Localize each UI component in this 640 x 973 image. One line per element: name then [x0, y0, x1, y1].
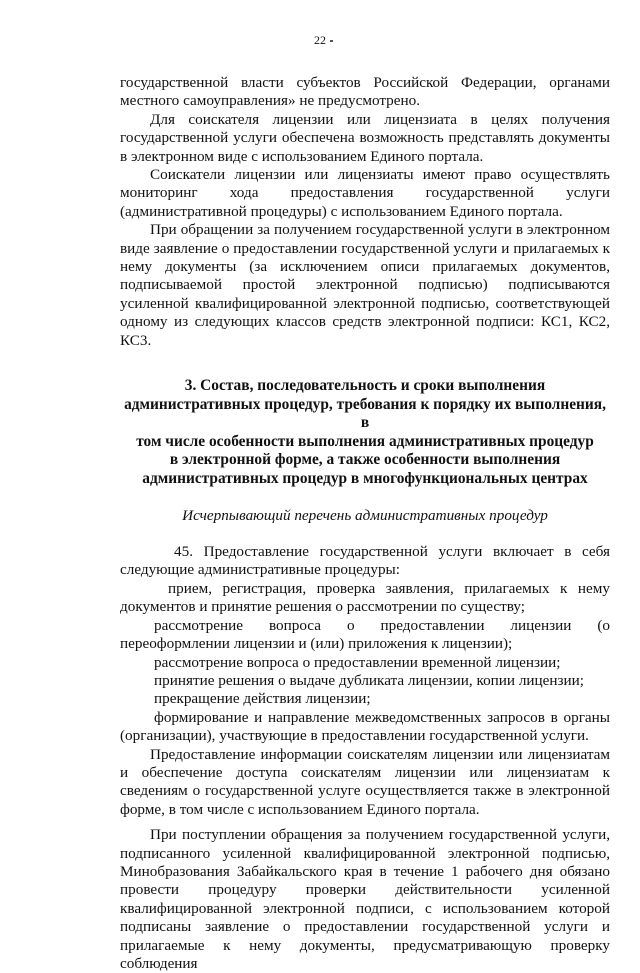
page-number: 22 [314, 33, 326, 47]
paragraph-signature-check: При поступлении обращения за получением государственной услуги, подписанного усиленной квалифицированной электронной подписью, Минобразования Забайкальского края в течение 1 рабочего дня обязано провести процедуру проверки действительности усиленной квалифицированной электронной подписи, с использованием которой подписаны заявление о предоставлении государственной услуги и прилагаемые к нему документы, предусматривающую проверку соблюдения [120, 826, 610, 972]
procedure-item: прекращение действия лицензии; [154, 690, 371, 708]
paragraph-electronic-signature: При обращении за получением государственной услуги в электронном виде заявление о предоставлении государственной услуги и прилагаемых к нему документы (за исключением описи прилагаемых документов, подписываемой простой электронной подписью) подписываются усиленной квалифицированной электронной подписью, соответствующей одному из следующих классов средств электронной подписи: КС1, КС2, КС3. [120, 221, 610, 349]
document-body [120, 74, 610, 973]
section-heading-line: в электронной форме, а также особенности выполнения [169, 451, 561, 469]
procedure-item: формирование и направление межведомственных запросов в органы (организации), участвующие в предоставлении государственной услуги. [120, 708, 610, 745]
procedure-item: рассмотрение вопроса о предоставлении лицензии (о переоформлении лицензии и (или) приложения к лицензии); [120, 616, 610, 653]
section-heading-line: 3. Состав, последовательность и сроки выполнения [184, 377, 546, 395]
paragraph-monitoring: Соискатели лицензии или лицензиаты имеют право осуществлять мониторинг хода предоставления государственной услуги (административной процедуры) с использованием Единого портала. [120, 166, 610, 220]
subheading: Исчерпывающий перечень административных процедур [182, 506, 548, 524]
procedure-item: принятие решения о выдаче дубликата лицензии, копии лицензии; [154, 671, 585, 689]
section-heading [120, 377, 610, 489]
item-45: 45. Предоставление государственной услуги включает в себя следующие административные процедуры: [120, 543, 610, 579]
paragraph-electronic-documents: Для соискателя лицензии или лицензиата в целях получения государственной услуги обеспечена возможность представлять документы в электронном виде с использованием Единого портала. [120, 110, 610, 165]
paragraph-information: Предоставление информации соискателям лицензии или лицензиатам и обеспечение доступа соискателям лицензии или лицензиатам к сведениям о государственной услуге осуществляется также в электронной форме, в том числе с использованием Единого портала. [120, 745, 610, 818]
section-heading-line: административных процедур, требования к порядку их выполнения, в [124, 395, 606, 432]
procedure-item: рассмотрение вопроса о предоставлении временной лицензии; [154, 653, 561, 671]
paragraph-authorities: государственной власти субъектов Российской Федерации, органами местного самоуправления» не предусмотрено. [120, 74, 610, 110]
section-heading-line: административных процедур в многофункциональных центрах [142, 470, 588, 488]
section-heading-line: том числе особенности выполнения административных процедур [136, 432, 594, 450]
procedure-item: прием, регистрация, проверка заявления, прилагаемых к нему документов и принятие решения о рассмотрении по существу; [120, 579, 610, 616]
